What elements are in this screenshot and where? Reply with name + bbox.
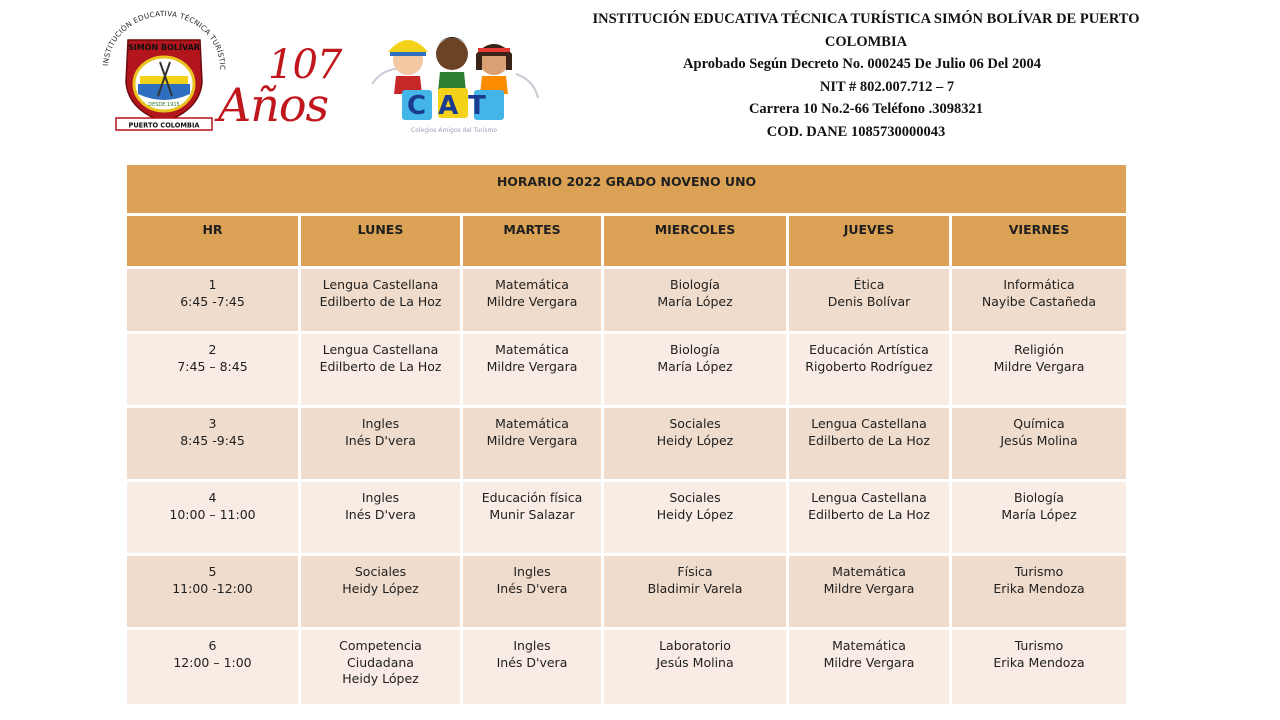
period-number: 3 xyxy=(208,416,217,431)
anniversary-number: 107 xyxy=(268,42,342,88)
school-name-line-1: INSTITUCIÓN EDUCATIVA TÉCNICA TURÍSTICA SIMÓN BOLÍVAR DE PUERTO xyxy=(592,11,1140,27)
period-time: 10:00 – 11:00 xyxy=(169,506,256,522)
column-header-viernes: VIERNES xyxy=(952,216,1126,266)
class-cell xyxy=(604,334,786,405)
subject-name: Matemática xyxy=(495,416,569,431)
class-cell xyxy=(604,482,786,553)
teacher-name: Edilberto de La Hoz xyxy=(808,506,930,522)
class-cell xyxy=(301,630,460,704)
teacher-name: Inés D'vera xyxy=(496,654,568,670)
class-cell xyxy=(952,630,1126,704)
subject-name: Ingles xyxy=(361,416,400,431)
subject-name: Ingles xyxy=(513,564,551,579)
subject-name: Turismo xyxy=(1014,638,1064,653)
column-header-miercoles: MIERCOLES xyxy=(604,216,786,266)
period-number: 4 xyxy=(208,490,217,505)
class-cell xyxy=(952,556,1126,627)
table-row xyxy=(127,482,1126,553)
subject-name: Ciudadana xyxy=(347,654,414,670)
nit-number: NIT # 802.007.712 – 7 xyxy=(819,78,955,95)
subject-name: Sociales xyxy=(669,416,721,431)
subject-name: Sociales xyxy=(669,490,721,505)
class-cell xyxy=(301,482,460,553)
teacher-name: Heidy López xyxy=(342,671,419,686)
table-row xyxy=(127,269,1126,331)
column-header-jueves: JUEVES xyxy=(789,216,949,266)
crest-ring-text: DESDE 1915 xyxy=(148,102,180,108)
class-cell xyxy=(463,630,601,704)
subject-name: Educación Artística xyxy=(809,342,929,357)
period-time: 12:00 – 1:00 xyxy=(173,654,252,670)
subject-name: Lengua Castellana xyxy=(811,490,927,505)
teacher-name: Edilberto de La Hoz xyxy=(319,293,442,309)
crest-name: SIMÓN BOLÍVAR xyxy=(128,43,200,52)
teacher-name: Mildre Vergara xyxy=(486,293,578,309)
column-header-lunes: LUNES xyxy=(301,216,460,266)
class-cell xyxy=(604,630,786,704)
schedule-title: HORARIO 2022 GRADO NOVENO UNO xyxy=(127,165,1126,213)
teacher-name: Heidy López xyxy=(656,432,734,448)
schedule-body xyxy=(127,269,1126,704)
period-time: 6:45 -7:45 xyxy=(180,293,245,309)
class-cell xyxy=(952,334,1126,405)
subject-name: Lengua Castellana xyxy=(811,416,927,431)
teacher-name: María López xyxy=(657,293,733,309)
teacher-name: Erika Mendoza xyxy=(993,580,1085,596)
subject-name: Lengua Castellana xyxy=(322,277,439,292)
school-crest-logo xyxy=(94,10,234,136)
subject-name: Sociales xyxy=(354,564,407,579)
period-time: 8:45 -9:45 xyxy=(180,432,245,448)
class-cell xyxy=(952,269,1126,331)
column-header-martes: MARTES xyxy=(463,216,601,266)
teacher-name: Nayibe Castañeda xyxy=(981,293,1097,309)
subject-name: Biología xyxy=(1014,490,1064,505)
subject-name: Laboratorio xyxy=(659,638,731,653)
subject-name: Matemática xyxy=(832,638,906,653)
subject-name: Biología xyxy=(670,342,720,357)
school-info-header xyxy=(556,8,1176,143)
teacher-name: Inés D'vera xyxy=(345,506,416,522)
class-cell xyxy=(952,408,1126,479)
class-cell xyxy=(463,269,601,331)
class-cell xyxy=(789,482,949,553)
column-header-hr: HR xyxy=(127,216,298,266)
teacher-name: Denis Bolívar xyxy=(827,293,911,309)
class-cell xyxy=(604,408,786,479)
teacher-name: Edilberto de La Hoz xyxy=(808,432,930,448)
hour-cell xyxy=(127,556,298,627)
period-number: 1 xyxy=(208,277,217,292)
class-cell xyxy=(604,556,786,627)
teacher-name: Mildre Vergara xyxy=(823,654,915,670)
anniversary-word: Años xyxy=(218,78,329,132)
schedule-table xyxy=(124,162,1129,707)
class-cell xyxy=(301,556,460,627)
class-cell xyxy=(604,269,786,331)
subject-name: Educación física xyxy=(481,490,583,505)
address-phone: Carrera 10 No.2-66 Teléfono .3098321 xyxy=(748,101,984,117)
teacher-name: Mildre Vergara xyxy=(486,358,578,374)
teacher-name: María López xyxy=(1001,506,1077,522)
period-number: 6 xyxy=(208,638,217,653)
teacher-name: Mildre Vergara xyxy=(486,432,578,448)
cat-letters: CAT xyxy=(407,91,498,121)
period-time: 7:45 – 8:45 xyxy=(177,358,248,374)
dane-code: COD. DANE 1085730000043 xyxy=(766,123,946,140)
table-row xyxy=(127,408,1126,479)
hour-cell xyxy=(127,334,298,405)
teacher-name: Heidy López xyxy=(656,506,734,522)
teacher-name: Mildre Vergara xyxy=(993,358,1085,374)
period-number: 2 xyxy=(208,342,217,357)
subject-name: Informática xyxy=(1003,277,1075,292)
subject-name: Lengua Castellana xyxy=(322,342,439,357)
class-cell xyxy=(463,408,601,479)
approval-decree: Aprobado Según Decreto No. 000245 De Julio 06 Del 2004 xyxy=(683,56,1041,72)
class-cell xyxy=(789,556,949,627)
subject-name: Matemática xyxy=(495,277,569,292)
teacher-name: Mildre Vergara xyxy=(823,580,915,596)
class-cell xyxy=(789,334,949,405)
school-name-line-2: COLOMBIA xyxy=(824,33,908,50)
class-cell xyxy=(301,334,460,405)
teacher-name: Munir Salazar xyxy=(489,506,575,522)
hour-cell xyxy=(127,269,298,331)
teacher-name: Jesús Molina xyxy=(656,654,734,670)
teacher-name: Edilberto de La Hoz xyxy=(319,358,442,374)
subject-name: Turismo xyxy=(1014,564,1064,579)
class-cell xyxy=(463,334,601,405)
teacher-name: Inés D'vera xyxy=(496,580,568,596)
period-number: 5 xyxy=(208,564,217,579)
class-cell xyxy=(789,408,949,479)
subject-name: Biología xyxy=(670,277,720,292)
teacher-name: Bladimir Varela xyxy=(647,580,743,596)
subject-name: Química xyxy=(1013,416,1065,431)
cat-tagline: Colegios Amigos del Turismo xyxy=(411,127,497,134)
schedule-header-row xyxy=(127,216,1126,266)
subject-name: Matemática xyxy=(832,564,906,579)
subject-name: Ética xyxy=(853,277,885,292)
crest-arc-text: INSTITUCIÓN EDUCATIVA TÉCNICA TURÍSTIC xyxy=(101,10,228,71)
teacher-name: Rigoberto Rodríguez xyxy=(805,358,933,374)
table-row xyxy=(127,556,1126,627)
subject-name: Matemática xyxy=(495,342,569,357)
class-cell xyxy=(301,408,460,479)
class-cell xyxy=(789,630,949,704)
teacher-name: Jesús Molina xyxy=(1000,432,1078,448)
teacher-name: Erika Mendoza xyxy=(993,654,1085,670)
class-cell xyxy=(463,482,601,553)
cat-logo xyxy=(366,14,542,136)
hour-cell xyxy=(127,630,298,704)
class-cell xyxy=(952,482,1126,553)
period-time: 11:00 -12:00 xyxy=(172,580,253,596)
class-cell xyxy=(789,269,949,331)
anniversary-logo xyxy=(216,40,346,136)
subject-name: Competencia xyxy=(339,638,422,653)
table-row xyxy=(127,630,1126,704)
class-cell xyxy=(463,556,601,627)
subject-name: Religión xyxy=(1014,342,1064,357)
class-cell xyxy=(301,269,460,331)
crest-band-text: PUERTO COLOMBIA xyxy=(128,121,200,130)
subject-name: Ingles xyxy=(513,638,551,653)
hour-cell xyxy=(127,482,298,553)
teacher-name: Inés D'vera xyxy=(345,432,416,448)
teacher-name: María López xyxy=(657,358,733,374)
table-row xyxy=(127,334,1126,405)
teacher-name: Heidy López xyxy=(342,580,419,596)
hour-cell xyxy=(127,408,298,479)
subject-name: Física xyxy=(677,564,713,579)
subject-name: Ingles xyxy=(361,490,400,505)
